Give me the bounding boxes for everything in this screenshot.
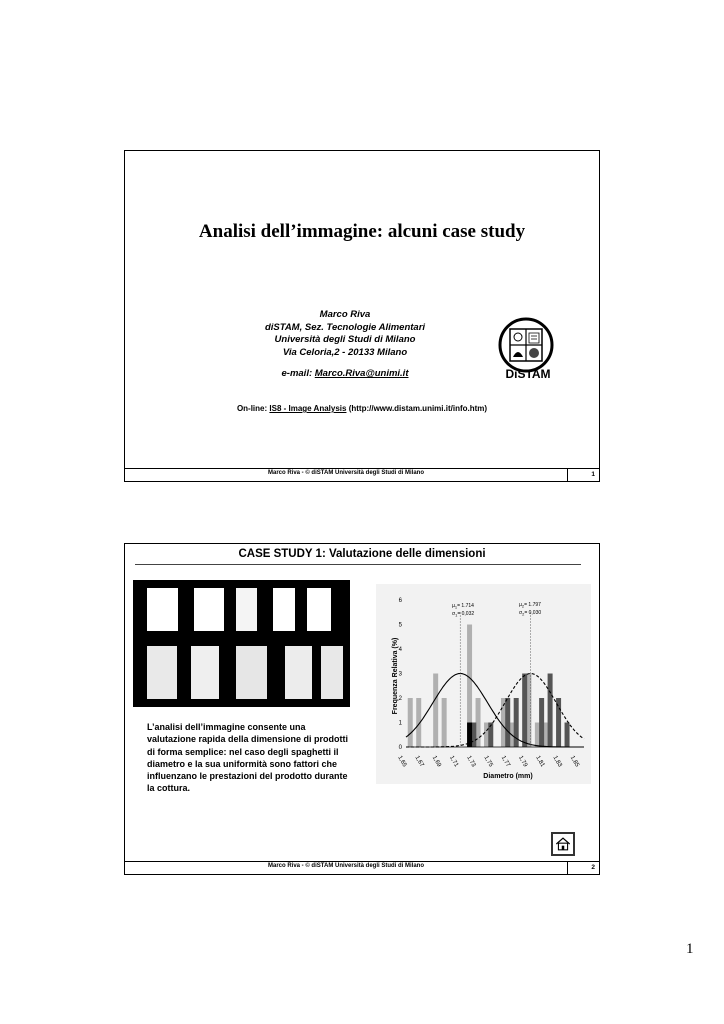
d1-label: d1 bbox=[183, 592, 192, 601]
author-name: Marco Riva bbox=[319, 309, 371, 320]
document-page-number: 1 bbox=[686, 941, 694, 957]
x-tick-label: 1,75 bbox=[482, 755, 494, 769]
y-tick-label: 4 bbox=[398, 647, 402, 653]
y-tick-label: 5 bbox=[398, 622, 402, 629]
x-tick-label: 1,73 bbox=[465, 755, 477, 769]
author-block bbox=[225, 309, 465, 381]
x-tick-label: 1,71 bbox=[448, 755, 460, 769]
x-axis-label: Diametro (mm) bbox=[483, 773, 533, 780]
email-label: e-mail: bbox=[281, 368, 313, 379]
mu2-annotation: µ$_2$= 1.797 bbox=[519, 602, 541, 609]
title-divider bbox=[135, 564, 581, 565]
home-icon[interactable] bbox=[551, 832, 575, 856]
d1-bar bbox=[408, 698, 413, 747]
online-line bbox=[125, 404, 599, 413]
footer-text: Marco Riva - © diSTAM Università degli Studi di Milano bbox=[268, 863, 424, 869]
x-tick-label: 1,67 bbox=[413, 755, 425, 769]
author-address: Via Celoria,2 - 20133 Milano bbox=[282, 346, 408, 358]
mu1-annotation: µ$_1$= 1.714 bbox=[452, 603, 474, 610]
d2-bar bbox=[565, 723, 570, 748]
online-label: On-line: bbox=[236, 404, 268, 413]
spaghetti-image bbox=[133, 580, 350, 707]
d1-bar bbox=[442, 698, 447, 747]
d2-bar bbox=[556, 698, 561, 747]
author-department: diSTAM, Sez. Tecnologie Alimentari bbox=[264, 321, 426, 333]
d2-bar bbox=[505, 698, 510, 747]
sigma2-annotation: $\sigma_2= 0,030$ bbox=[519, 610, 542, 617]
online-url: (http://www.distam.unimi.it/info.htm) bbox=[348, 404, 488, 413]
x-tick-label: 1,79 bbox=[517, 755, 529, 769]
slide-1 bbox=[124, 150, 600, 482]
y-tick-label: 6 bbox=[398, 598, 402, 604]
footer-text: Marco Riva - © diSTAM Università degli Studi di Milano bbox=[268, 470, 424, 476]
y-tick-label: 1 bbox=[398, 720, 402, 727]
d1-bar bbox=[433, 674, 438, 748]
frequency-chart bbox=[376, 584, 591, 784]
online-link[interactable]: IS8 - Image Analysis bbox=[269, 404, 347, 413]
x-tick-label: 1,81 bbox=[534, 755, 546, 769]
email-link[interactable]: Marco.Riva@unimi.it bbox=[314, 368, 409, 379]
email-row bbox=[225, 368, 465, 381]
slide-title: CASE STUDY 1: Valutazione delle dimensioni bbox=[238, 548, 486, 560]
d2-bar bbox=[548, 674, 553, 748]
d2-label: d2 bbox=[224, 658, 233, 667]
body-text: L’analisi dell’immagine consente una valutazione rapida della dimensione di prodotti di forma semplice: nel caso degli spaghetti il diametro e la sua uniformità sono fattori che influenzano le prestazioni del prodotto durante la cottura. bbox=[147, 722, 349, 794]
logo-text: DiSTAM bbox=[505, 367, 551, 381]
sigma1-annotation: $\sigma_1= 0,032$ bbox=[452, 611, 475, 618]
slide-page-number: 1 bbox=[567, 469, 599, 481]
slide-title: Analisi dell’immagine: alcuni case study bbox=[198, 221, 526, 242]
slide-footer bbox=[125, 861, 599, 874]
x-tick-label: 1,83 bbox=[551, 755, 563, 769]
slide-page-number: 2 bbox=[567, 862, 599, 874]
x-tick-label: 1,69 bbox=[430, 755, 442, 769]
x-tick-label: 1,85 bbox=[568, 755, 580, 769]
author-university: Università degli Studi di Milano bbox=[274, 334, 416, 345]
y-tick-label: 0 bbox=[398, 745, 402, 751]
slide-2 bbox=[124, 543, 600, 875]
d2-bar bbox=[522, 674, 527, 748]
x-tick-label: 1,77 bbox=[499, 755, 511, 769]
y-axis-label: Frequenza Relativa (%) bbox=[392, 637, 399, 715]
d2-bar bbox=[539, 698, 544, 747]
y-tick-label: 2 bbox=[398, 696, 402, 702]
y-tick-label: 3 bbox=[398, 671, 402, 678]
slide-footer bbox=[125, 468, 599, 481]
x-tick-label: 1,65 bbox=[396, 755, 408, 769]
